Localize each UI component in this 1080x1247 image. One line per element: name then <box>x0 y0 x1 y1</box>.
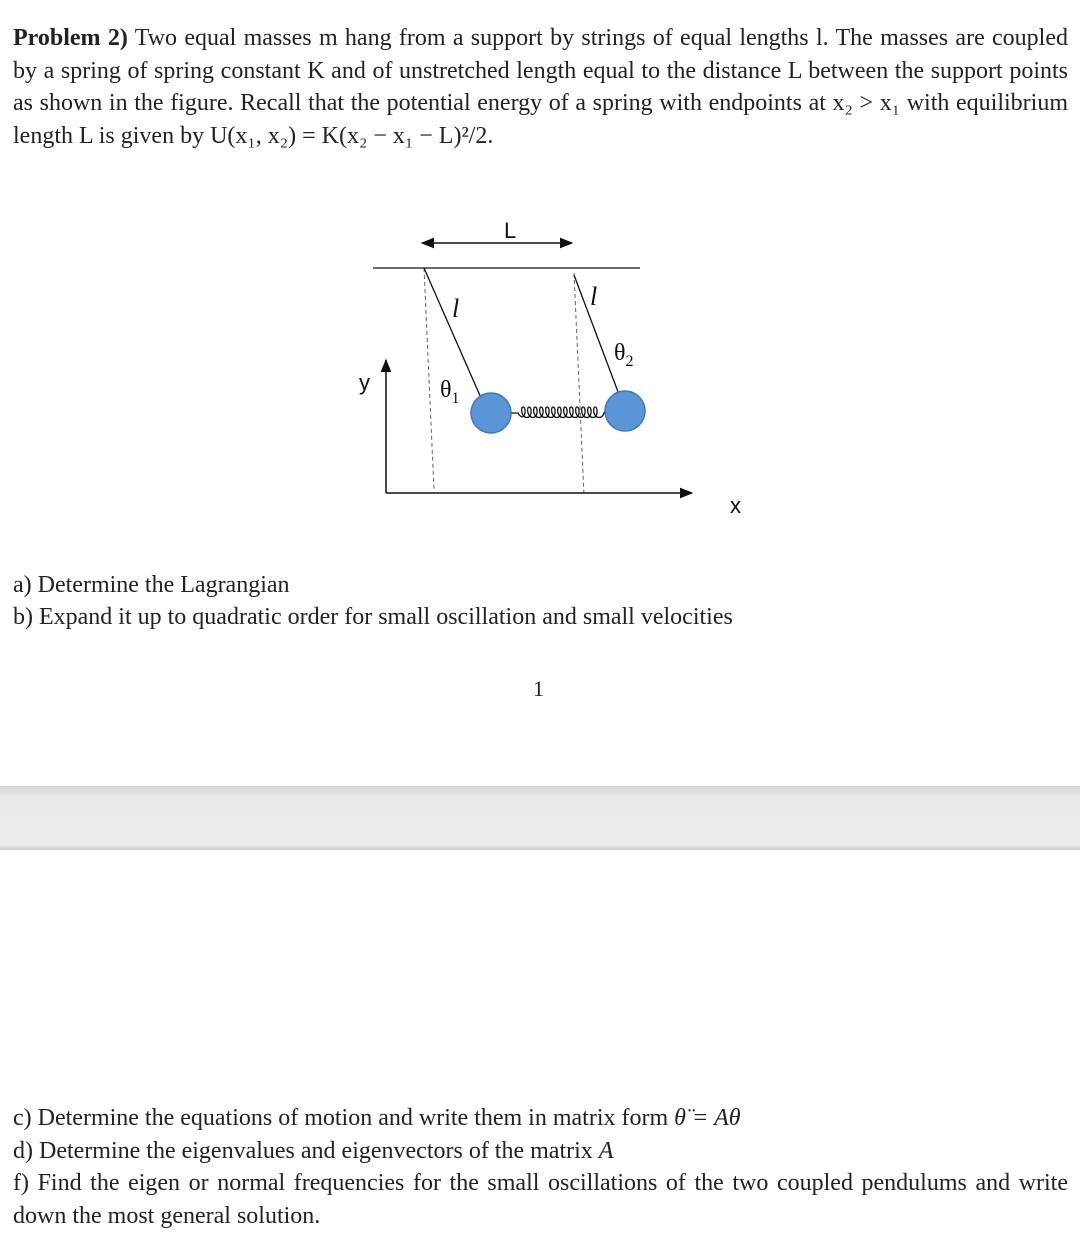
problem-label: Problem 2) <box>13 25 128 51</box>
matrix-A: A <box>598 1138 614 1164</box>
problem-intro: Two equal masses m hang from a support by strings of equal lengths l. The masses are coupled by a spring of spring constant K and of unstretched length equal to the distance L between the support points as shown in the figure. Recall that the potential energy of a spring with endpoints at x₂ > x₁ with equilibrium length L is given by U(x₁, x₂) = K(x₂ − x₁ − L)²/2. <box>13 25 1069 149</box>
theta1-label: $\theta_1$ <box>440 377 460 407</box>
question-b: b) Expand it up to quadratic order for small oscillation and small velocities <box>13 604 733 630</box>
l-right-label: l <box>590 282 598 311</box>
question-f: f) Find the eigen or normal frequencies for the small oscillations of the two coupled pendulums and write down the most general solution. <box>13 1170 1068 1229</box>
question-a: a) Determine the Lagrangian <box>13 572 290 598</box>
problem-statement <box>13 22 1068 152</box>
l-left-label: l <box>452 294 460 323</box>
L-label: L <box>504 218 517 243</box>
mass-left <box>471 393 511 433</box>
theta2-label: $\theta_2$ <box>614 340 634 370</box>
question-c <box>13 1102 741 1135</box>
matrix-equation: θ̈ = Aθ <box>674 1105 741 1131</box>
page-number: 1 <box>533 676 544 701</box>
x-axis-label: x <box>730 493 741 518</box>
pendulum-figure <box>340 205 760 525</box>
question-d-text: d) Determine the eigenvalues and eigenvectors of the matrix <box>13 1138 599 1164</box>
question-c-text: c) Determine the equations of motion and write them in matrix form <box>13 1105 675 1131</box>
mass-right <box>605 391 645 431</box>
y-axis-label: y <box>359 370 370 395</box>
right-dashed-vertical <box>574 273 584 495</box>
left-string <box>424 268 485 407</box>
question-d <box>13 1135 613 1168</box>
page-separator <box>0 786 1080 850</box>
left-dashed-vertical <box>424 268 434 490</box>
spring-coil <box>511 407 606 418</box>
